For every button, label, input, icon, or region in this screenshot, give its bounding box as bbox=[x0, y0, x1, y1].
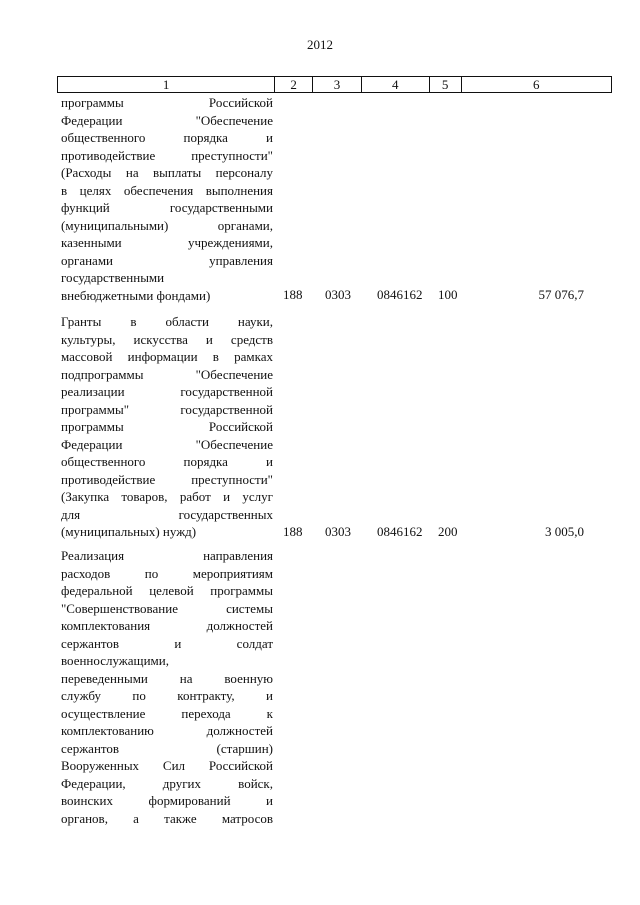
header-col-3: 3 bbox=[313, 77, 362, 92]
row-description bbox=[61, 94, 273, 304]
desc-line: "Совершенствование системы bbox=[61, 600, 273, 616]
desc-line: общественного порядка и bbox=[61, 130, 273, 145]
desc-line: федеральной целевой программы bbox=[61, 583, 273, 598]
row-description bbox=[61, 313, 273, 541]
cell-amount: 57 076,7 bbox=[538, 287, 584, 302]
desc-line: программы Российской bbox=[61, 95, 273, 110]
desc-line: для государственных bbox=[61, 506, 273, 522]
desc-line: Гранты в области науки, bbox=[61, 314, 273, 329]
row-description bbox=[61, 547, 273, 827]
desc-line: государственными bbox=[61, 270, 165, 285]
desc-line: переведенными на военную bbox=[61, 670, 273, 686]
table-header bbox=[57, 76, 612, 93]
desc-line: расходов по мероприятиям bbox=[61, 565, 273, 581]
desc-line: культуры, искусства и средств bbox=[61, 331, 273, 347]
desc-line: Вооруженных Сил Российской bbox=[61, 758, 273, 773]
desc-line: массовой информации в рамках bbox=[61, 349, 273, 364]
desc-line: противодействие преступности" bbox=[61, 471, 273, 487]
cell-ministry-code: 188 bbox=[283, 287, 303, 302]
desc-line: казенными учреждениями, bbox=[61, 235, 273, 250]
header-col-4: 4 bbox=[362, 77, 430, 92]
desc-line: органов, а также матросов bbox=[61, 810, 273, 826]
desc-line: программы Российской bbox=[61, 419, 273, 434]
desc-line: Федерации, других войск, bbox=[61, 775, 273, 791]
desc-line: (муниципальными) органами, bbox=[61, 217, 273, 233]
desc-line: службу по контракту, и bbox=[61, 688, 273, 703]
header-col-5: 5 bbox=[430, 77, 462, 92]
desc-line: органами управления bbox=[61, 252, 273, 268]
cell-target-code: 0846162 bbox=[377, 287, 423, 302]
desc-line: подпрограммы "Обеспечение bbox=[61, 366, 273, 382]
desc-line: противодействие преступности" bbox=[61, 147, 273, 163]
desc-line: общественного порядка и bbox=[61, 454, 273, 469]
desc-line: (Расходы на выплаты персоналу bbox=[61, 165, 273, 180]
cell-expense-type: 100 bbox=[438, 287, 458, 302]
header-col-6: 6 bbox=[533, 77, 540, 92]
desc-line: (муниципальных) нужд) bbox=[61, 524, 197, 539]
cell-section-code: 0303 bbox=[325, 524, 351, 539]
header-col-2: 2 bbox=[275, 77, 313, 92]
desc-line: воинских формирований и bbox=[61, 793, 273, 808]
desc-line: комплектованию должностей bbox=[61, 723, 273, 738]
desc-line: в целях обеспечения выполнения bbox=[61, 182, 273, 198]
desc-line: Федерации "Обеспечение bbox=[61, 112, 273, 128]
desc-line: сержантов и солдат bbox=[61, 635, 273, 651]
desc-line: сержантов (старшин) bbox=[61, 740, 273, 756]
desc-line: внебюджетными фондами) bbox=[61, 287, 211, 303]
cell-amount: 3 005,0 bbox=[545, 524, 584, 539]
desc-line: Федерации "Обеспечение bbox=[61, 436, 273, 452]
desc-line: программы" государственной bbox=[61, 401, 273, 417]
cell-section-code: 0303 bbox=[325, 287, 351, 302]
desc-line: реализации государственной bbox=[61, 384, 273, 399]
header-col-1: 1 bbox=[58, 77, 275, 92]
cell-expense-type: 200 bbox=[438, 524, 458, 539]
desc-line: (Закупка товаров, работ и услуг bbox=[61, 489, 273, 504]
desc-line: Реализация направления bbox=[61, 548, 273, 563]
desc-line: функций государственными bbox=[61, 200, 273, 215]
page-number: 2012 bbox=[307, 37, 333, 52]
desc-line: военнослужащими, bbox=[61, 653, 169, 668]
desc-line: осуществление перехода к bbox=[61, 705, 273, 721]
cell-target-code: 0846162 bbox=[377, 524, 423, 539]
desc-line: комплектования должностей bbox=[61, 618, 273, 633]
cell-ministry-code: 188 bbox=[283, 524, 303, 539]
